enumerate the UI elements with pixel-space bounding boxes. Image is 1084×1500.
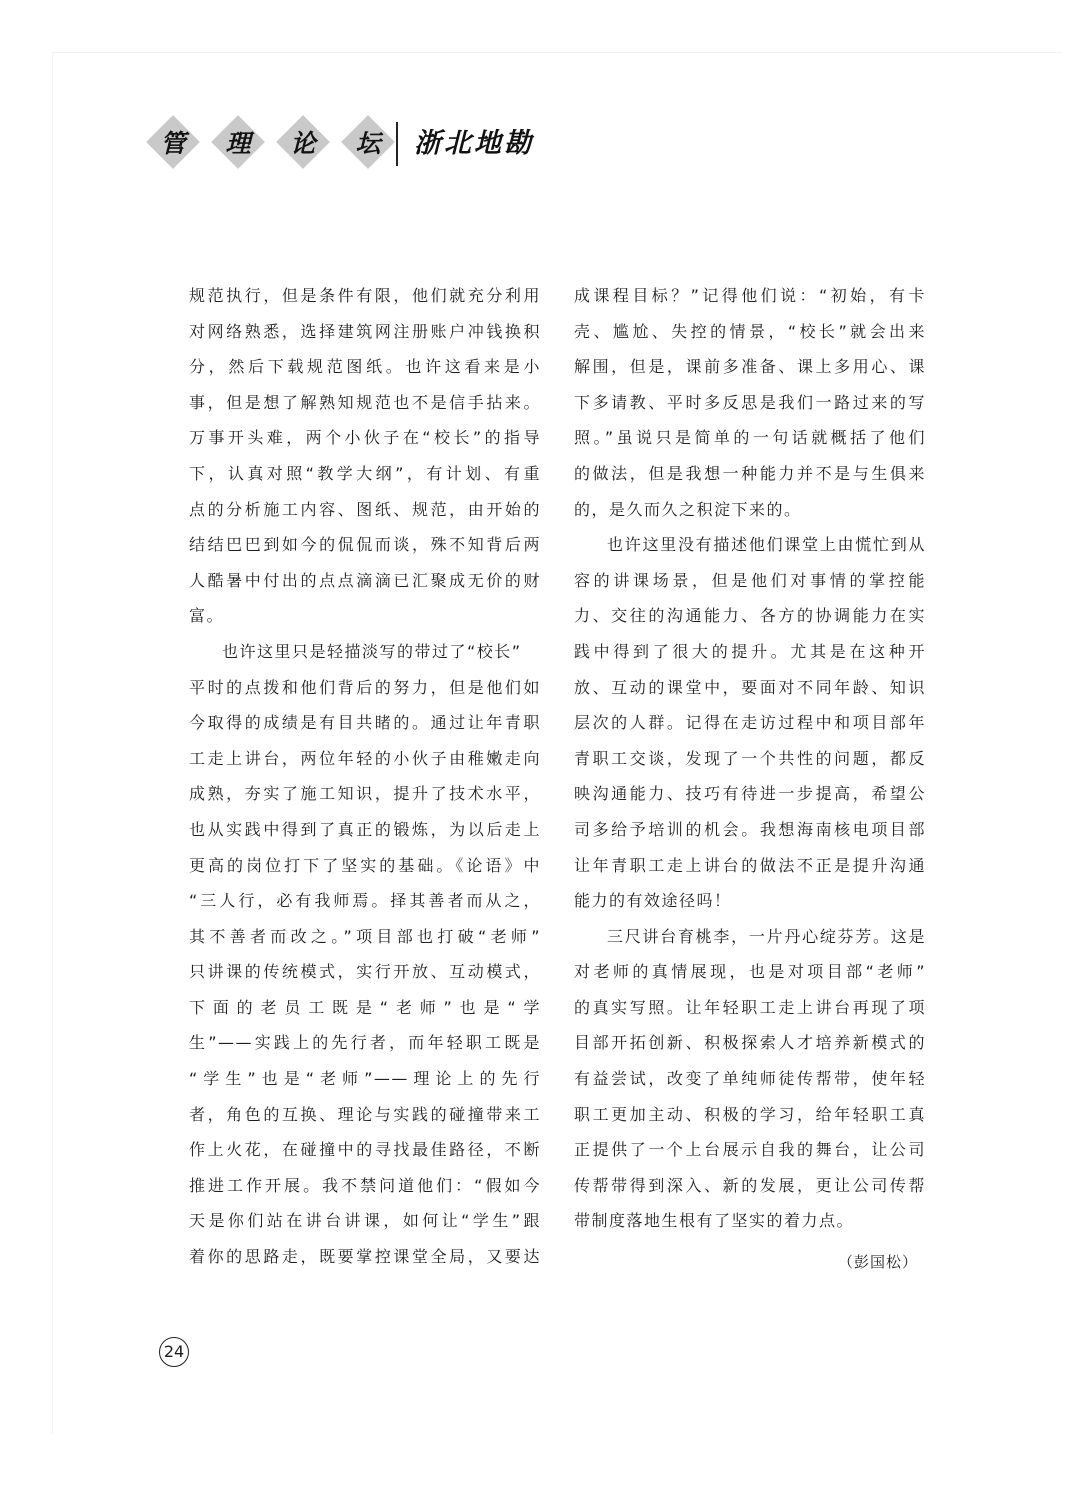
text-line: 下面的老员工既是“老师”也是“学 <box>189 997 541 1017</box>
text-line: 带制度落地生根有了坚实的着力点。 <box>574 1211 855 1231</box>
text-line: 壳、尴尬、失控的情景，“校长”就会出来 <box>574 321 926 341</box>
text-line: 司多给予培训的机会。我想海南核电项目部 <box>574 819 926 839</box>
text-line: 对老师的真情展现，也是对项目部“老师” <box>574 962 926 982</box>
text-line: 着你的思路走，既要掌控课堂全局，又要达 <box>189 1247 541 1267</box>
text-line: “学生”也是“老师”——理论上的先行 <box>189 1069 541 1089</box>
section-char-1: 管 <box>160 129 186 158</box>
text-line: 正提供了一个上台展示自我的舞台，让公司 <box>574 1140 926 1160</box>
section-char-2: 理 <box>225 129 251 158</box>
text-line: 今取得的成绩是有目共睹的。通过让年青职 <box>189 713 541 733</box>
text-line: 点的分析施工内容、图纸、规范，由开始的 <box>189 499 541 519</box>
text-line: 规范执行，但是条件有限，他们就充分利用 <box>189 286 541 305</box>
text-line: 也许这里没有描述他们课堂上由慌忙到从 <box>607 535 926 555</box>
author-signature: （彭国松） <box>838 1253 919 1271</box>
section-char-4: 坛 <box>355 129 381 158</box>
text-line: 推进工作开展。我不禁问道他们：“假如今 <box>189 1175 541 1195</box>
text-line: 分，然后下载规范图纸。也许这看来是小 <box>189 357 541 377</box>
text-line: 者，角色的互换、理论与实践的碰撞带来工 <box>189 1104 541 1124</box>
text-line: 能力的有效途径吗！ <box>574 891 732 911</box>
text-line: 的做法，但是我想一种能力并不是与生俱来 <box>574 463 926 483</box>
section-char-3: 论 <box>290 129 316 158</box>
text-line: 生”——实践上的先行者，而年轻职工既是 <box>189 1033 541 1053</box>
text-line: 工走上讲台，两位年轻的小伙子由稚嫩走向 <box>189 748 541 768</box>
text-line: 目部开拓创新、积极探索人才培养新模式的 <box>574 1033 926 1053</box>
text-line: 传帮带得到深入、新的发展，更让公司传帮 <box>574 1175 926 1195</box>
text-line: 也许这里只是轻描淡写的带过了“校长” <box>222 641 522 661</box>
text-line: 事，但是想了解熟知规范也不是信手拈来。 <box>189 392 541 412</box>
text-line: 其不善者而改之。”项目部也打破“老师” <box>189 926 541 946</box>
text-line: 映沟通能力、技巧有待进一步提高，希望公 <box>574 784 926 804</box>
text-line: 对网络熟悉，选择建筑网注册账户冲钱换积 <box>189 321 541 341</box>
text-line: 天是你们站在讲台讲课，如何让“学生”跟 <box>189 1211 541 1231</box>
text-line: 更高的岗位打下了坚实的基础。《论语》中 <box>189 855 541 875</box>
text-line: 只讲课的传统模式，实行开放、互动模式， <box>189 962 541 982</box>
text-line: 成熟，夯实了施工知识，提升了技术水平， <box>189 784 541 804</box>
text-line: 层次的人群。记得在走访过程中和项目部年 <box>574 713 926 733</box>
text-line: 作上火花，在碰撞中的寻找最佳路径，不断 <box>189 1140 541 1160</box>
text-line: 人酷暑中付出的点点滴滴已汇聚成无价的财 <box>189 570 541 590</box>
text-line: 放、互动的课堂中，要面对不同年龄、知识 <box>574 677 926 697</box>
text-line: 三尺讲台育桃李，一片丹心绽芬芳。这是 <box>607 926 926 946</box>
text-line: 力、交往的沟通能力、各方的协调能力在实 <box>574 606 926 626</box>
text-line: 青职工交谈，发现了一个共性的问题，都反 <box>574 748 926 768</box>
text-line: 下多请教、平时多反思是我们一路过来的写 <box>574 392 926 412</box>
text-line: 有益尝试，改变了单纯师徒传帮带，使年轻 <box>574 1069 926 1089</box>
text-line: 成课程目标？”记得他们说：“初始，有卡 <box>574 286 926 305</box>
right-column <box>574 278 926 1239</box>
text-line: 万事开头难，两个小伙子在“校长”的指导 <box>189 428 541 448</box>
text-line: 践中得到了很大的提升。尤其是在这种开 <box>574 641 926 661</box>
page-number: 24 <box>159 1337 189 1367</box>
text-line: 职工更加主动、积极的学习，给年轻职工真 <box>574 1104 926 1124</box>
text-line: 让年青职工走上讲台的做法不正是提升沟通 <box>574 855 926 875</box>
text-line: 平时的点拨和他们背后的努力，但是他们如 <box>189 677 541 697</box>
text-line: 下，认真对照“教学大纲”，有计划、有重 <box>189 463 541 483</box>
text-line: 容的讲课场景，但是他们对事情的掌控能 <box>574 570 926 590</box>
text-line: 的真实写照。让年轻职工走上讲台再现了项 <box>574 997 926 1017</box>
text-line: 富。 <box>189 606 225 626</box>
text-line: 解围，但是，课前多准备、课上多用心、课 <box>574 357 926 377</box>
header-divider <box>396 122 398 166</box>
text-line: 的，是久而久之积淀下来的。 <box>574 499 802 519</box>
brand-title: 浙北地勘 <box>414 128 534 159</box>
text-line: 照。”虽说只是简单的一句话就概括了他们 <box>574 428 926 448</box>
text-line: “三人行，必有我师焉。择其善者而从之， <box>189 891 541 911</box>
text-line: 也从实践中得到了真正的锻炼，为以后走上 <box>189 819 541 839</box>
text-line: 结结巴巴到如今的侃侃而谈，殊不知背后两 <box>189 535 541 555</box>
left-column <box>189 278 541 1275</box>
